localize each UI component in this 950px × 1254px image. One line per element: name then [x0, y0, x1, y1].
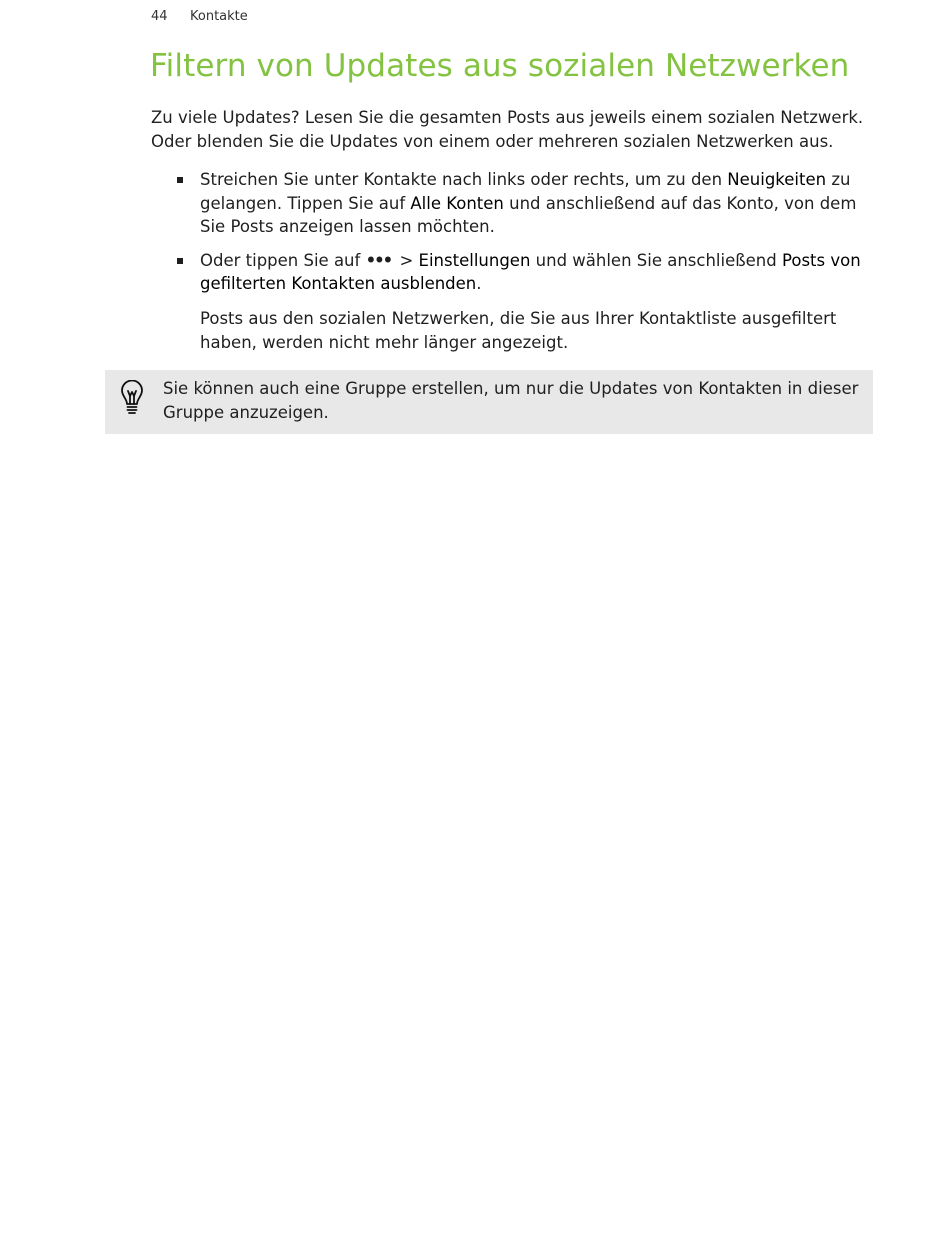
ui-term-neuigkeiten: Neuigkeiten: [727, 170, 827, 189]
section-name: Kontakte: [190, 9, 248, 24]
intro-line: Zu viele Updates? Lesen Sie die gesamten Posts aus jeweils einem sozialen Netzwerk.: [151, 108, 864, 127]
tip-box: [105, 370, 873, 434]
list-item-line: Sie Posts anzeigen lassen möchten.: [200, 217, 495, 236]
bullet-square-icon: [177, 258, 183, 264]
text-span: Streichen Sie unter Kontakte nach links oder rechts, um zu den: [200, 170, 728, 189]
text-span: und wählen Sie anschließend: [530, 250, 782, 270]
page-title: Filtern von Updates aus sozialen Netzwerken: [150, 48, 850, 84]
tip-line: Gruppe anzuzeigen.: [163, 403, 329, 422]
lightbulb-icon: [119, 380, 145, 416]
paragraph-line: Posts aus den sozialen Netzwerken, die Sie aus Ihrer Kontaktliste ausgefiltert: [200, 309, 837, 328]
ui-term-einstellungen: Einstellungen: [418, 250, 531, 270]
list-item-line: [200, 192, 865, 216]
text-span: zu: [826, 170, 851, 189]
running-header: [151, 9, 248, 24]
text-span: Oder tippen Sie auf: [200, 250, 366, 270]
bullet-follow-up-paragraph: [200, 307, 870, 355]
tip-text: [163, 377, 863, 425]
text-span: .: [476, 274, 482, 293]
list-item: [175, 168, 865, 239]
text-span: gelangen. Tippen Sie auf: [200, 193, 411, 213]
page-number: 44: [151, 9, 168, 24]
list-item-line: [200, 272, 865, 296]
instruction-list: [175, 168, 865, 296]
ui-term-posts-von: Posts von: [781, 250, 861, 270]
list-item: [175, 249, 865, 296]
ui-term-gefilterte-kontakte: gefilterten Kontakten ausblenden: [200, 274, 477, 293]
more-dots-icon: •••: [365, 250, 392, 270]
list-item-line: [200, 249, 865, 273]
intro-line: Oder blenden Sie die Updates von einem oder mehreren sozialen Netzwerken aus.: [151, 132, 834, 151]
bullet-square-icon: [177, 177, 183, 183]
list-item-line: [200, 168, 865, 192]
intro-paragraph: [151, 106, 871, 154]
paragraph-line: haben, werden nicht mehr länger angezeigt.: [200, 333, 569, 352]
text-span: und anschließend auf das Konto, von dem: [503, 193, 857, 213]
tip-line: Sie können auch eine Gruppe erstellen, um nur die Updates von Kontakten in dieser: [163, 379, 859, 398]
text-span: >: [394, 250, 419, 270]
ui-term-alle-konten: Alle Konten: [410, 193, 504, 213]
